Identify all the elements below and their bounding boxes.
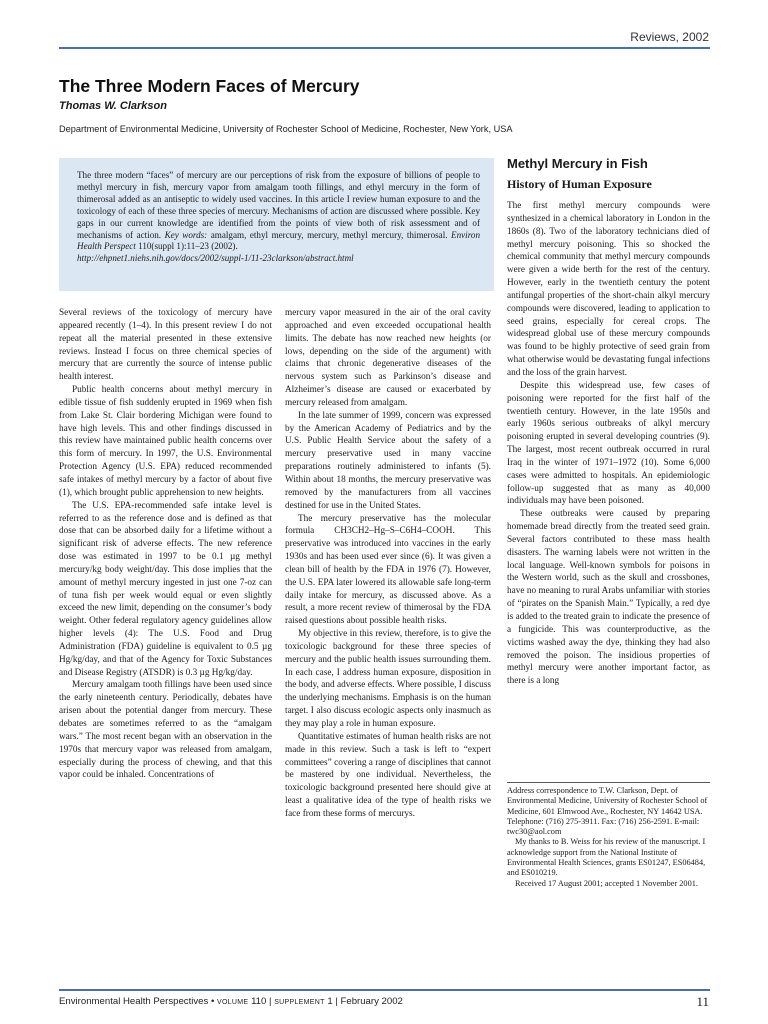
paragraph: These outbreaks were caused by preparing homemade bread directly from the treated seed grain. Several factors contributed to these mass health disasters. The warning labels were not written in the local language. Well-known symbols for poisons in the Western world, such as the skull and crossbones, have no meaning to rural Arabs unfamiliar with stories of “pirates on the Spanish Main.” Typically, a red dye is added to the treated grain to indicate the presence of a fungicide. This was counterproductive, as the victims washed away the dye, thinking they had also removed the poison. The insidious properties of methyl mercury were another important factor, as there is a long bbox=[507, 509, 710, 687]
abstract-text bbox=[77, 170, 480, 265]
paragraph: The U.S. EPA-recommended safe intake level is referred to as the reference dose and is defined as that dose that can be absorbed daily for a lifetime without a significant risk of adverse effects. The new reference dose was estimated in 1997 to be 0.1 µg methyl mercury/kg body weight/day. This dose implies that the amount of methyl mercury ingested in just one 7-oz can of tuna fish per week would equal or even slightly exceed the new limit, depending on the consumer’s body weight. Other federal regulatory agency guidelines allow higher levels (4): The U.S. Food and Drug Administration (FDA) guideline is equivalent to 0.5 µg Hg/kg/day, and that of the Agency for Toxic Substances and Disease Registry (ATSDR) is 0.3 µg Hg/kg/day. bbox=[59, 500, 272, 678]
abstract-body: The three modern “faces” of mercury are our perceptions of risk from the exposure of billions of people to methyl mercury in fish, mercury vapor from amalgam tooth fillings, and ethyl mercury in the form of thimerosal added as an antiseptic to widely used vaccines. In this article I review human exposure to and the toxicology of each of these three species of mercury. Mechanisms of action are discussed where possible. Key gaps in our current knowledge are identified from the points of view both of risk assessment and of mechanisms of action. bbox=[77, 170, 480, 240]
keywords: amalgam, ethyl mercury, mercury, methyl mercury, thimerosal. bbox=[210, 229, 448, 240]
volume-number: 110 bbox=[251, 996, 267, 1007]
header-rule bbox=[59, 47, 710, 49]
issue-date: February 2002 bbox=[340, 996, 403, 1007]
body-column-3 bbox=[507, 200, 710, 688]
abstract-box bbox=[59, 158, 494, 291]
journal-name: Environmental Health Perspectives bbox=[59, 996, 209, 1007]
section-heading: Methyl Mercury in Fish bbox=[507, 156, 648, 171]
abstract-url[interactable]: http://ehpnet1.niehs.nih.gov/docs/2002/suppl-1/11-23clarkson/abstract.html bbox=[77, 253, 354, 264]
running-head: Reviews, 2002 bbox=[630, 30, 709, 44]
footnote bbox=[507, 786, 710, 889]
bullet-separator: • bbox=[210, 996, 215, 1007]
author-name: Thomas W. Clarkson bbox=[59, 100, 167, 112]
citation-ref: 110(suppl 1):11–23 (2002). bbox=[138, 241, 238, 252]
supplement-label: SUPPLEMENT bbox=[274, 999, 325, 1006]
paragraph: Several reviews of the toxicology of mercury have appeared recently (1–4). In this present review I do not repeat all the material presented in these extensive reviews. Instead I focus on three chemical species of mercury that are currently the source of intense public health interest. bbox=[59, 308, 272, 383]
footnote-rule bbox=[507, 782, 710, 783]
paragraph: Despite this widespread use, few cases of poisoning were reported for the first half of the twentieth century. However, in the late 1950s and early 1960s serious outbreaks of alkyl mercury poisoning erupted in several developing countries (9). The largest, most recent outbreak occurred in rural Iraq in the winter of 1971–1972 (10). Some 6,000 cases were admitted to hospitals. An epidemiologic follow-up suggested that as many as 40,000 individuals may have been poisoned. bbox=[507, 380, 710, 507]
paragraph: In the late summer of 1999, concern was expressed by the American Academy of Pediatrics and by the U.S. Public Health Service about the safety of a mercury preservative used in many vaccine preparations routinely administered to infants (5). Within about 18 months, the mercury preservative was removed by the manufacturers from all vaccines destined for use in the United States. bbox=[285, 410, 491, 511]
paragraph: mercury vapor measured in the air of the oral cavity approached and even exceeded occupational health limits. The debate has now reached new heights (or lows, depending on the side of the argument) with claims that chronic degenerative diseases of the nervous system such as Parkinson’s disease and Alzheimer’s disease are caused or exacerbated by mercury released from amalgam. bbox=[285, 308, 491, 408]
paragraph: Mercury amalgam tooth fillings have been used since the early nineteenth century. Periodically, debates have arisen about the potential danger from mercury. These debates are sometimes referred to as the “amalgam wars.” The most recent began with an observation in the 1970s that mercury vapor was released from amalgam, especially during the process of chewing, and that this vapor could be inhaled. Concentrations of bbox=[59, 680, 272, 781]
paragraph: The mercury preservative has the molecular formula CH3CH2–Hg–S–C6H4–COOH. This preservative was introduced into vaccines in the early 1930s and has been used ever since (6). It was given a clean bill of health by the FDA in 1976 (7). However, the U.S. EPA later lowered its allowable safe long-term daily intake for mercury, as discussed above. As a result, a more recent review of thimerosal by the FDA raised questions about possible health risks. bbox=[285, 513, 491, 627]
footer-journal-info: Environmental Health Perspectives • VOLUME 110 | SUPPLEMENT 1 | February 2002 bbox=[59, 996, 403, 1007]
body-column-1 bbox=[59, 307, 272, 782]
paragraph: Quantitative estimates of human health risks are not made in this review. Such a task is left to “expert committees” covering a range of disciplines that cannot be mastered by one individual. Nevertheless, the toxicologic background presented here should give at least a qualitative idea of the type of health risks we face from these forms of mercurys. bbox=[285, 731, 491, 819]
footnote-thanks: My thanks to B. Weiss for his review of the manuscript. I acknowledge support from the National Institute of Environmental Health Sciences, grants ES01247, ES06484, and ES010219. bbox=[507, 837, 706, 878]
author-affiliation: Department of Environmental Medicine, University of Rochester School of Medicine, Rochester, New York, USA bbox=[59, 124, 513, 134]
subsection-heading: History of Human Exposure bbox=[507, 177, 652, 191]
paragraph: Public health concerns about methyl mercury in edible tissue of fish suddenly erupted in 1969 when fish from Lake St. Clair bordering Michigan were found to have high levels. This and other findings discussed in this review have maintained public health concerns over this form of mercury. In 1997, the U.S. Environmental Protection Agency (U.S. EPA) reduced recommended safe intakes of methyl mercury by a factor of about five (1), which brought public apprehension to new heights. bbox=[59, 385, 272, 498]
page-number: 11 bbox=[696, 994, 709, 1009]
body-column-2 bbox=[285, 307, 491, 821]
footnote-received: Received 17 August 2001; accepted 1 November 2001. bbox=[515, 878, 698, 888]
footer-rule bbox=[59, 989, 710, 991]
supplement-number: 1 bbox=[327, 996, 333, 1007]
paragraph: The first methyl mercury compounds were synthesized in a chemical laboratory in London in the 1860s (8). Two of the laboratory technicians died of methyl mercury poisoning. This so shocked the chemical community that methyl mercury compounds were given a wide berth for the rest of the century. However, early in the twentieth century the potent antifungal properties of the short-chain alkyl mercury compounds were discovered, leading to application to seed grains, especially for cereal crops. The widespread global use of these mercury compounds was found to be highly protective of seed grain from what otherwise would be devastating fungal infections and the loss of the grain harvest. bbox=[507, 201, 710, 378]
paragraph: My objective in this review, therefore, is to give the toxicologic background for these three species of mercury and the public health issues surrounding them. In each case, I address human exposure, disposition in the body, and adverse effects. Where possible, I discuss the underlying mechanisms. Emphasis is on the human target. I also discuss ecologic aspects only inasmuch as they may play a role in human exposure. bbox=[285, 629, 491, 729]
citation-journal: Environ Health Perspect bbox=[77, 229, 481, 252]
keywords-label: Key words: bbox=[164, 229, 208, 240]
article-title: The Three Modern Faces of Mercury bbox=[59, 76, 360, 96]
footnote-correspondence: Address correspondence to T.W. Clarkson, Dept. of Environmental Medicine, University of Rochester School of Medicine, 601 Elmwood Ave., Rochester, NY 14642 USA. Telephone: (716) 275-3911. Fax: (716) 256-2591. E-mail: twc30@aol.com bbox=[507, 786, 708, 837]
volume-label: VOLUME bbox=[217, 999, 249, 1006]
